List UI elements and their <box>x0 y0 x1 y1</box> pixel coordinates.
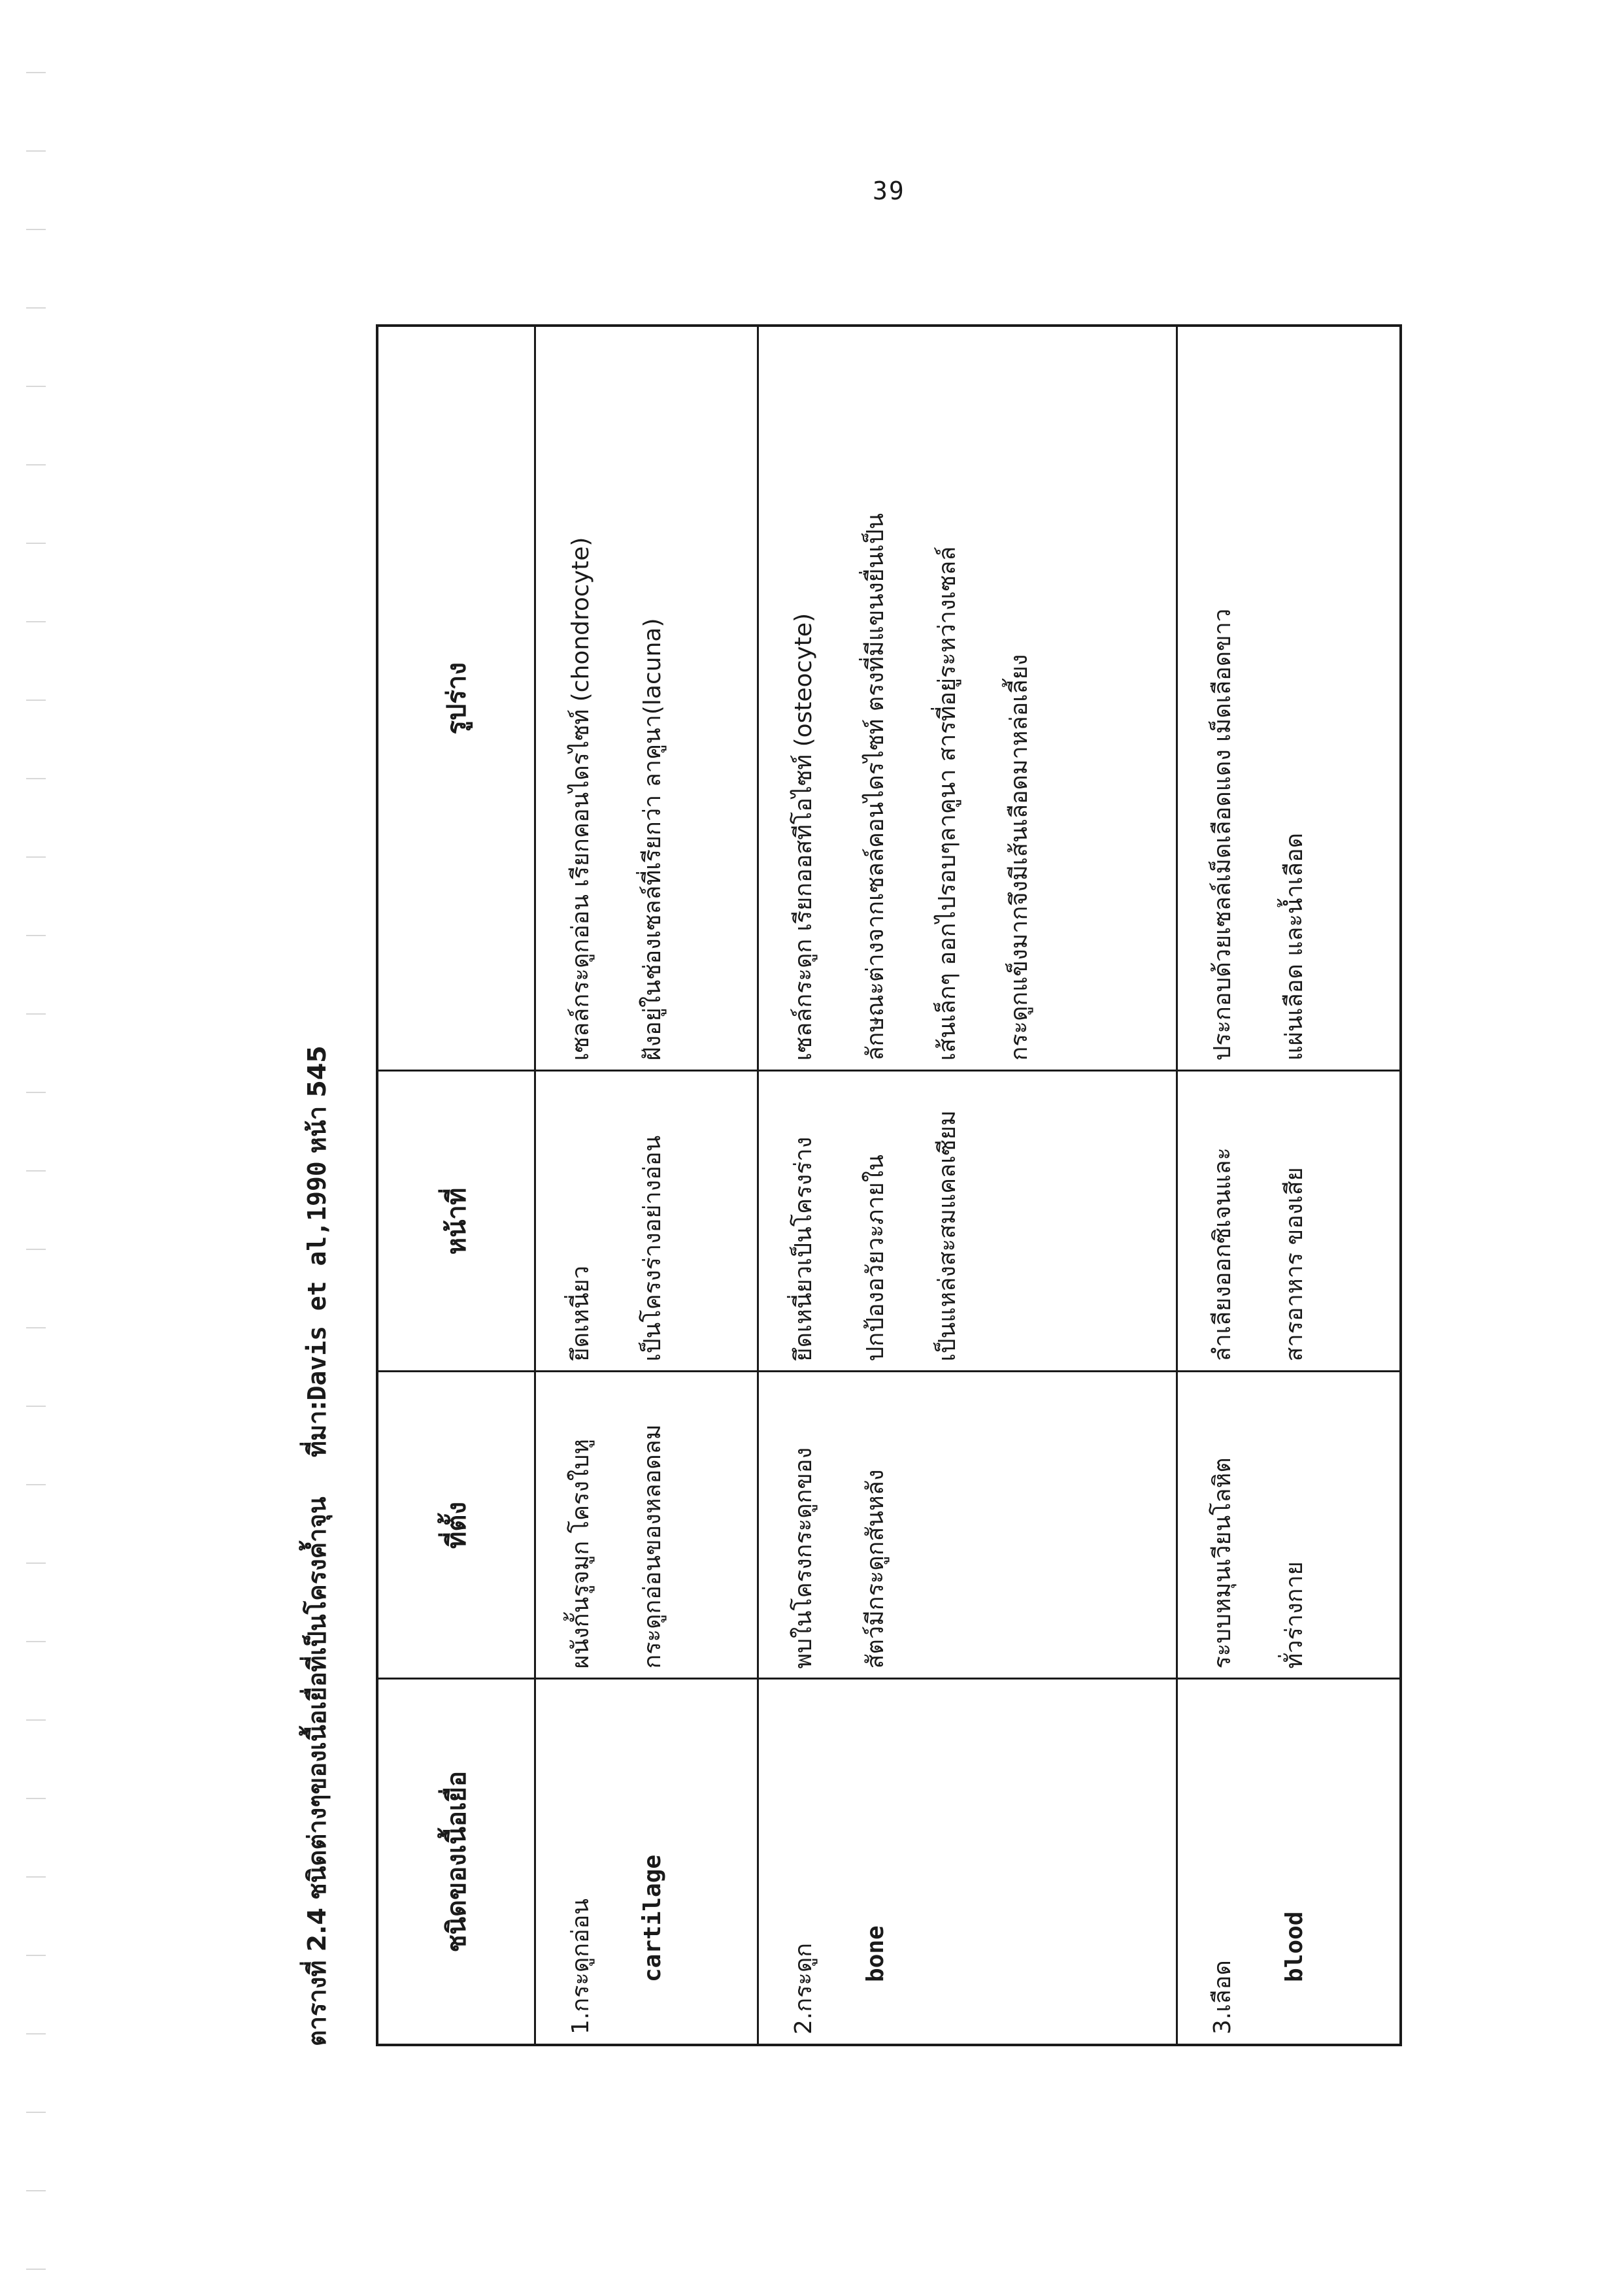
tissue-name-en: blood <box>1281 1911 1309 1982</box>
cell-type <box>1177 1679 1401 2045</box>
location-line: ทั่วร่างกาย <box>1281 1561 1309 1669</box>
shape-line: เซลล์กระดูกอ่อน เรียกคอนไดรไซท์ (chondrocyte) <box>567 537 594 1061</box>
rotated-table-page <box>281 327 1425 2046</box>
tissue-name-th: 2.กระดูก <box>790 1943 818 2034</box>
location-line: สัตว์มีกระดูกสันหลัง <box>862 1469 890 1669</box>
caption-source-label: ที่มา: <box>303 1400 331 1457</box>
table-caption <box>281 327 353 2046</box>
shape-line: ลักษณะต่างจากเซลล์คอนไดรไซท์ ตรงที่มีแขนงยื่นเป็น <box>862 513 890 1061</box>
cell-shape <box>535 326 758 1071</box>
header-function: หน้าที่ <box>377 1071 535 1372</box>
shape-line: ประกอบด้วยเซลล์เม็ดเลือดแดง เม็ดเลือดขาว <box>1209 608 1237 1061</box>
shape-line: แผ่นเลือด และน้ำเลือด <box>1281 832 1309 1061</box>
cell-function <box>1177 1071 1401 1372</box>
cell-shape <box>758 326 1177 1071</box>
cell-shape <box>1177 326 1401 1071</box>
tissue-name-th: 1.กระดูกอ่อน <box>567 1899 594 2034</box>
shape-line: เส้นเล็กๆ ออกไปรอบๆลาคูนา สารที่อยู่ระหว่างเซลล์ <box>934 546 961 1061</box>
location-line: กระดูกอ่อนของหลอดลม <box>639 1424 666 1669</box>
binding-margin-marks <box>26 0 52 2296</box>
caption-page-ref: หน้า 545 <box>303 1045 331 1154</box>
tissue-name-en: bone <box>862 1925 890 1982</box>
function-line: เป็นโครงร่างอย่างอ่อน <box>639 1135 666 1362</box>
function-line: ยึดเหนี่ยว <box>567 1266 594 1362</box>
caption-prefix: ตารางที่ 2.4 <box>303 1908 331 2046</box>
header-location: ที่ตั้ง <box>377 1372 535 1679</box>
header-type: ชนิดของเนื้อเยื่อ <box>377 1679 535 2045</box>
function-line: เป็นแหล่งสะสมแคลเซียม <box>934 1110 961 1362</box>
cell-type <box>535 1679 758 2045</box>
table-row <box>758 326 1177 2045</box>
cell-function <box>758 1071 1177 1372</box>
function-line: สารอาหาร ของเสีย <box>1281 1167 1309 1362</box>
function-line: ยึดเหนี่ยวเป็นโครงร่าง <box>790 1136 818 1362</box>
cell-location <box>758 1372 1177 1679</box>
location-line: ระบบหมุนเวียนโลหิต <box>1209 1457 1237 1669</box>
caption-source-ref: Davis et al,1990 <box>303 1161 331 1401</box>
tissue-name-th: 3.เลือด <box>1209 1960 1237 2034</box>
cell-function <box>535 1071 758 1372</box>
location-line: ผนังกั้นรูจมูก โครงใบหู <box>567 1438 594 1669</box>
location-line: พบในโครงกระดูกของ <box>790 1447 818 1669</box>
cell-type <box>758 1679 1177 2045</box>
function-line: ลำเลียงออกซิเจนและ <box>1209 1147 1237 1362</box>
shape-line: ฝังอยู่ในช่องเซลล์ที่เรียกว่า ลาคูนา(lacuna) <box>639 618 666 1061</box>
shape-line: กระดูกแข็งมากจึงมีเส้นเลือดมาหล่อเลี้ยง <box>1006 654 1033 1061</box>
cell-location <box>535 1372 758 1679</box>
tissue-name-en: cartilage <box>639 1854 666 1982</box>
shape-line: เซลล์กระดูก เรียกออสทีโอไซท์ (osteocyte) <box>790 613 818 1061</box>
tissue-table <box>376 324 1402 2046</box>
page-number: 39 <box>873 177 905 205</box>
table-row <box>535 326 758 2045</box>
table-header-row <box>377 326 535 2045</box>
caption-title: ชนิดต่างๆของเนื้อเยื่อที่เป็นโครงค้ำจุน <box>303 1496 331 1900</box>
table-row <box>1177 326 1401 2045</box>
cell-location <box>1177 1372 1401 1679</box>
header-shape: รูปร่าง <box>377 326 535 1071</box>
function-line: ปกป้องอวัยวะภายใน <box>862 1155 890 1362</box>
